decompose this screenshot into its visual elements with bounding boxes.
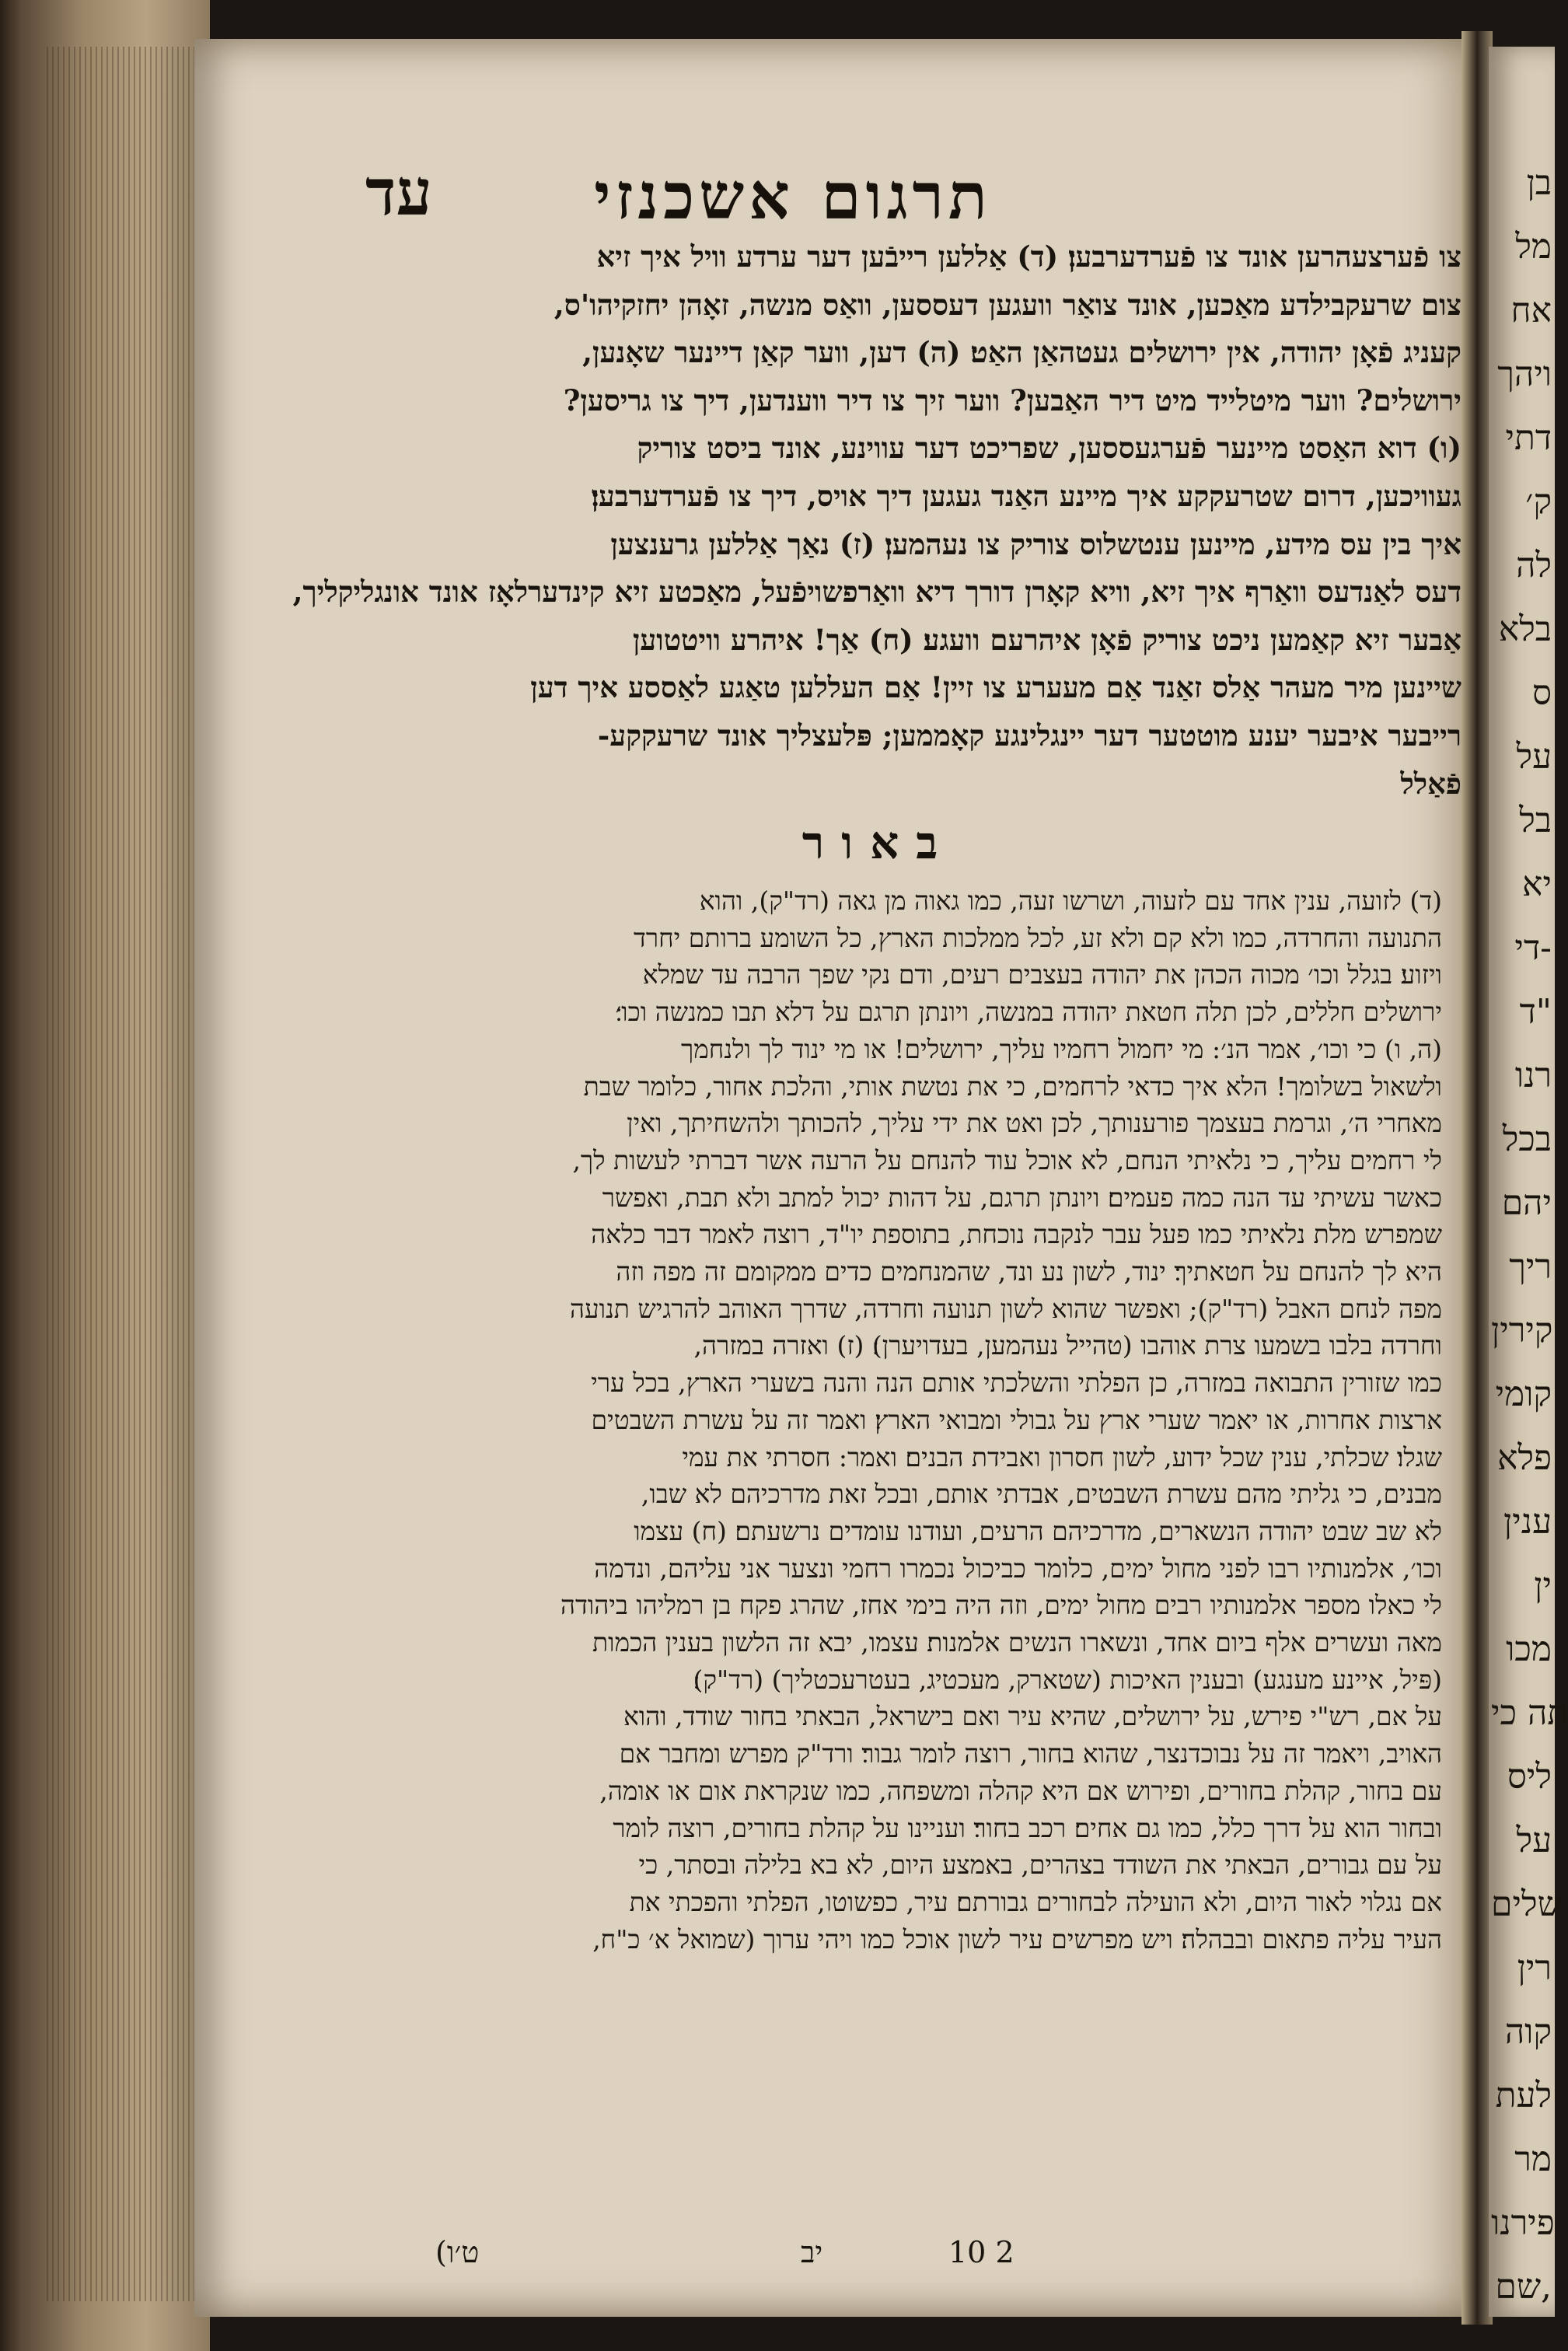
main-text-line: פֿאַלל [1400, 766, 1461, 801]
main-text-line: צום שרעקבילדע מאַכען, אונד צואַר וועגען דעססען, וואַס מנשה, זאָהן יחזקיהו'ס, [554, 287, 1461, 322]
facing-page-line: שם, [1495, 2267, 1552, 2307]
running-head: תרגום אשכנזי [594, 159, 992, 234]
commentary-line: ולשאול בשלומך! הלא איך כדאי לרחמים, כי את נטשת אותי, והלכת אחור, כלומר שבת [583, 1071, 1442, 1102]
main-text-line: רייבער איבער יענע מוטטער דער יינגלינגע קאָממען; פּלעצליך אונד שרעקקע- [597, 718, 1461, 753]
facing-page-line: לה [1516, 546, 1552, 585]
main-text-line: (ו) דוא האַסט מיינער פֿערגעססען, שפריכט דער עווינע, אונד ביסט צוריק [637, 431, 1461, 466]
commentary-line: לי רחמים עליך, כי נלאיתי הנחם, לא אוכל עוד להנחם על הרעה אשר דברתי לעשות לך, [572, 1144, 1442, 1176]
commentary-line: ובחור הוא על דרך כלל, כמו גם אחים׃ רכב בחור׃ ועניינו על קהלת בחורים, רוצה לומר [613, 1812, 1442, 1843]
main-text-line: איך בין עס מידע, מיינען ענטשלוס צוריק צו נעהמען׃ (ז) נאַך אַללען גרענצען [610, 526, 1461, 561]
main-text-line: קעניג פֿאָן יהודה, אין ירושלים געטהאַן האַט׃ (ה) דען, ווער קאַן דיינער שאָנען, [582, 335, 1461, 370]
commentary-line: מאחרי ה׳, וגרמת בעצמך פורענותך, לכן ואט את ידי עליך, להכותך ולהשחיתך, ואין [627, 1108, 1442, 1139]
facing-page-line: בן [1526, 163, 1552, 203]
facing-page-line: מר [1514, 2140, 1552, 2179]
commentary-line: כמו שזורין התבואה במזרה, כן הפלתי והשלכתי אותם הנה והנה בשערי הארץ, בכל ערי [591, 1368, 1442, 1399]
facing-page-fragment [1489, 47, 1568, 2317]
facing-page-line: רנו [1514, 1056, 1552, 1095]
facing-page-line: פירנו [1491, 2203, 1555, 2243]
facing-page-line: ס [1531, 673, 1552, 713]
book-page-edges [0, 0, 210, 2351]
commentary-line: אם נגלוי לאור היום, ולא הועילה לבחורים גבורתם׃ עיר, כפשוטו, הפלתי והפכתי את [629, 1886, 1442, 1917]
commentary-line: העיר עליה פתאום ובבהלה׃ ויש מפרשים עיר לשון אוכל כמו ויהי ערוך (שמואל א׳ כ"ח, [592, 1923, 1442, 1955]
facing-page-line: על [1516, 1821, 1552, 1860]
commentary-line: מבנים, כי גליתי מהם עשרת השבטים, אבדתי אותם, ובכל זאת מדרכיהם לא שבו, [641, 1479, 1442, 1510]
commentary-line: התנועה והחרדה, כמו ולא קם ולא זע, לכל ממלכות הארץ, כל השומע ברותם יחרד [634, 922, 1442, 953]
facing-page-line: על [1516, 737, 1552, 777]
page-footer [435, 2235, 1368, 2282]
main-text-line: דעס לאַנדעס וואַרף איך זיא, וויא קאָרן דורך דיא וואַרפשויפֿעל, מאַכטע זיא קינדערלאָז אונד אונגליקליך, [292, 575, 1461, 610]
facing-page-line: בל [1519, 801, 1552, 840]
commentary-line: וכו׳, אלמנותיו רבו לפני מחול ימים, כלומר כביכול נכמרו רחמי ונצער אני עליהם, ונדמה [594, 1553, 1442, 1584]
facing-page-line: ין [1534, 1566, 1552, 1605]
commentary-line: שמפרש מלת נלאיתי כמו פעל עבר לנקבה נוכחת, בתוספת יו"ד, רוצה לאמר דבר כלאה [591, 1219, 1442, 1250]
folio-number: עד [365, 155, 432, 230]
main-translation-text [292, 233, 1461, 808]
facing-page-line: ליס [1507, 1757, 1552, 1797]
facing-page-line: בכל [1502, 1120, 1552, 1159]
commentary-line: מפה לנחם האבל (רד"ק); ואפשר שהוא לשון תנועה וחרדה, שדרך האוהב להרגיש תנועה [569, 1293, 1442, 1324]
section-title: באור [801, 816, 955, 869]
commentary-text [311, 882, 1442, 1958]
commentary-line: כאשר עשיתי עד הנה כמה פעמים׃ ויונתן תרגם, על דהות יכול למתב ולא תבת, ואפשר [602, 1182, 1442, 1213]
commentary-line: (פּיל, איינע מענגע) ובענין האיכות (שטארק, מעכטיג, בעטרעכטליך) (רד"ק)׃ [693, 1664, 1442, 1695]
commentary-line: (ה, ו) כי וכו׳, אמר הנ׳: מי יחמול רחמיו עליך, ירושלים! או מי ינוד לך ולנחמך [681, 1033, 1442, 1064]
facing-page-line: קומי [1495, 1375, 1552, 1414]
facing-page-line: ויהך [1497, 355, 1552, 394]
main-text-line: ירושלים? ווער מיטלייד מיט דיר האַבען? ווער זיך צו דיר ווענדען, דיך צו גריסען? [563, 383, 1461, 417]
catchword: ט׳ו) [435, 2235, 480, 2269]
page-edge-texture [47, 47, 202, 2301]
facing-page-line: רין [1517, 1948, 1552, 1988]
commentary-line: מאה ועשרים אלף ביום אחד, ונשארו הנשים אלמנות׃ עצמו, יבא זה הלשון בענין הכמות [592, 1627, 1442, 1658]
main-text-line: צו פֿערצעהרען אונד צו פֿערדערבען׃ (ד) אַללען רייבֿען דער ערדע וויל איך זיא [596, 239, 1461, 274]
facing-page-line: קוה [1504, 2012, 1552, 2052]
facing-page-line: לעת [1495, 2076, 1552, 2115]
facing-page-line: תה כי [1491, 1693, 1568, 1733]
commentary-line: האויב, ויאמר זה על נבוכדנצר, שהוא בחור, רוצה לומר גבור׃ ורד"ק מפרש ומחבר אם [619, 1738, 1442, 1769]
facing-page-line: ריך [1509, 1247, 1552, 1287]
signature-mark: יב [801, 2235, 823, 2269]
main-text-line: אַבער זיא קאַמען ניכט צוריק פֿאָן איהרעם וועגע׃ (ח) אַך! איהרע וויטטוען [632, 622, 1461, 657]
commentary-line: לי כאלו מספר אלמנותיו רבים מחול ימים, וזה היה בימי אחז, שהרג פקח בן רמליהו ביהודה [560, 1590, 1442, 1621]
facing-page-line: קירין [1491, 1311, 1553, 1350]
commentary-line: עם בחור, קהלת בחורים, ופירוש אם היא קהלה ומשפחה, כמו שנקראת אום או אומה, [599, 1775, 1442, 1806]
facing-page-line: יא [1522, 865, 1552, 904]
main-text-line: געוויכען, דרום שטרעקקע איך מיינע האַנד געגען דיך אויס, דיך צו פֿערדערבען׃ [591, 478, 1461, 513]
commentary-line: ארצות אחרות, או יאמר שערי ארץ על גבולי ומבואי הארץ׃ ואמר זה על עשרת השבטים [591, 1404, 1442, 1435]
commentary-line: (ד) לזועה, ענין אחד עם לזעוה, ושרשו זעה, כמו גאוה מן גאה (רד"ק), והוא [699, 886, 1442, 916]
facing-page-line: ק׳ [1525, 482, 1552, 522]
sheet-number: 2 10 [948, 2235, 1014, 2269]
commentary-line: ויזוע׃ בגלל וכו׳ מכוה הכהן את יהודה בעצבים רעים, ודם נקי שפך הרבה עד שמלא [642, 959, 1442, 990]
facing-page-line: בלא [1498, 610, 1552, 649]
commentary-line: וחרדה בלבו בשמעו צרת אוהבו (טהייל נעהמען, בעדויערן)׃ (ז) ואזרה במזרה, [693, 1330, 1442, 1361]
facing-page-line: פלא [1496, 1438, 1552, 1478]
book-gutter [1461, 31, 1493, 2325]
facing-page-line: ד" [1519, 992, 1552, 1032]
facing-page-line: מל [1515, 227, 1552, 267]
facing-page-line: אח [1510, 291, 1552, 330]
facing-page-line: יהם [1501, 1183, 1552, 1223]
main-text-line: שיינען מיר מעהר אַלס זאַנד אַם מעערע צו זיין! אַם העללען טאַגע לאַססע איך דען [530, 670, 1461, 705]
commentary-line: שגלו׃ שכלתי, ענין שכל ידוע, לשון חסרון ואבידת הבנים׃ ואמר: חסרתי את עמי [682, 1441, 1442, 1472]
facing-page-line: שלים [1491, 1885, 1562, 1924]
commentary-line: על אם, רש"י פירש, על ירושלים, שהיא עיר ואם בישראל, הבאתי בחור שודד, והוא [623, 1701, 1442, 1732]
commentary-line: על עם גבורים, הבאתי את השודד בצהרים, באמצע היום, לא בא בלילה ובסתר, כי [638, 1850, 1442, 1881]
facing-page-line: די- [1514, 928, 1552, 968]
commentary-line: לא שב שבט יהודה הנשארים, מדרכיהם הרעים, ועודנו עומדים נרשעתם׃ (ח) עצמו [634, 1515, 1442, 1546]
commentary-line: היא לך להנחם על חטאתיך׃ ינוד, לשון נע ונד, שהמנחמים כדים ממקומם זה מפה וזה [616, 1256, 1442, 1287]
facing-page-line: ענין [1503, 1502, 1552, 1542]
facing-page-line: מכו [1506, 1630, 1552, 1669]
facing-page-line: דתי [1505, 418, 1552, 458]
commentary-line: ירושלים חללים, לכן תלה חטאת יהודה במנשה, ויונתן תרגם על דלא תבו כמנשה וכו׳׃ [615, 997, 1442, 1028]
